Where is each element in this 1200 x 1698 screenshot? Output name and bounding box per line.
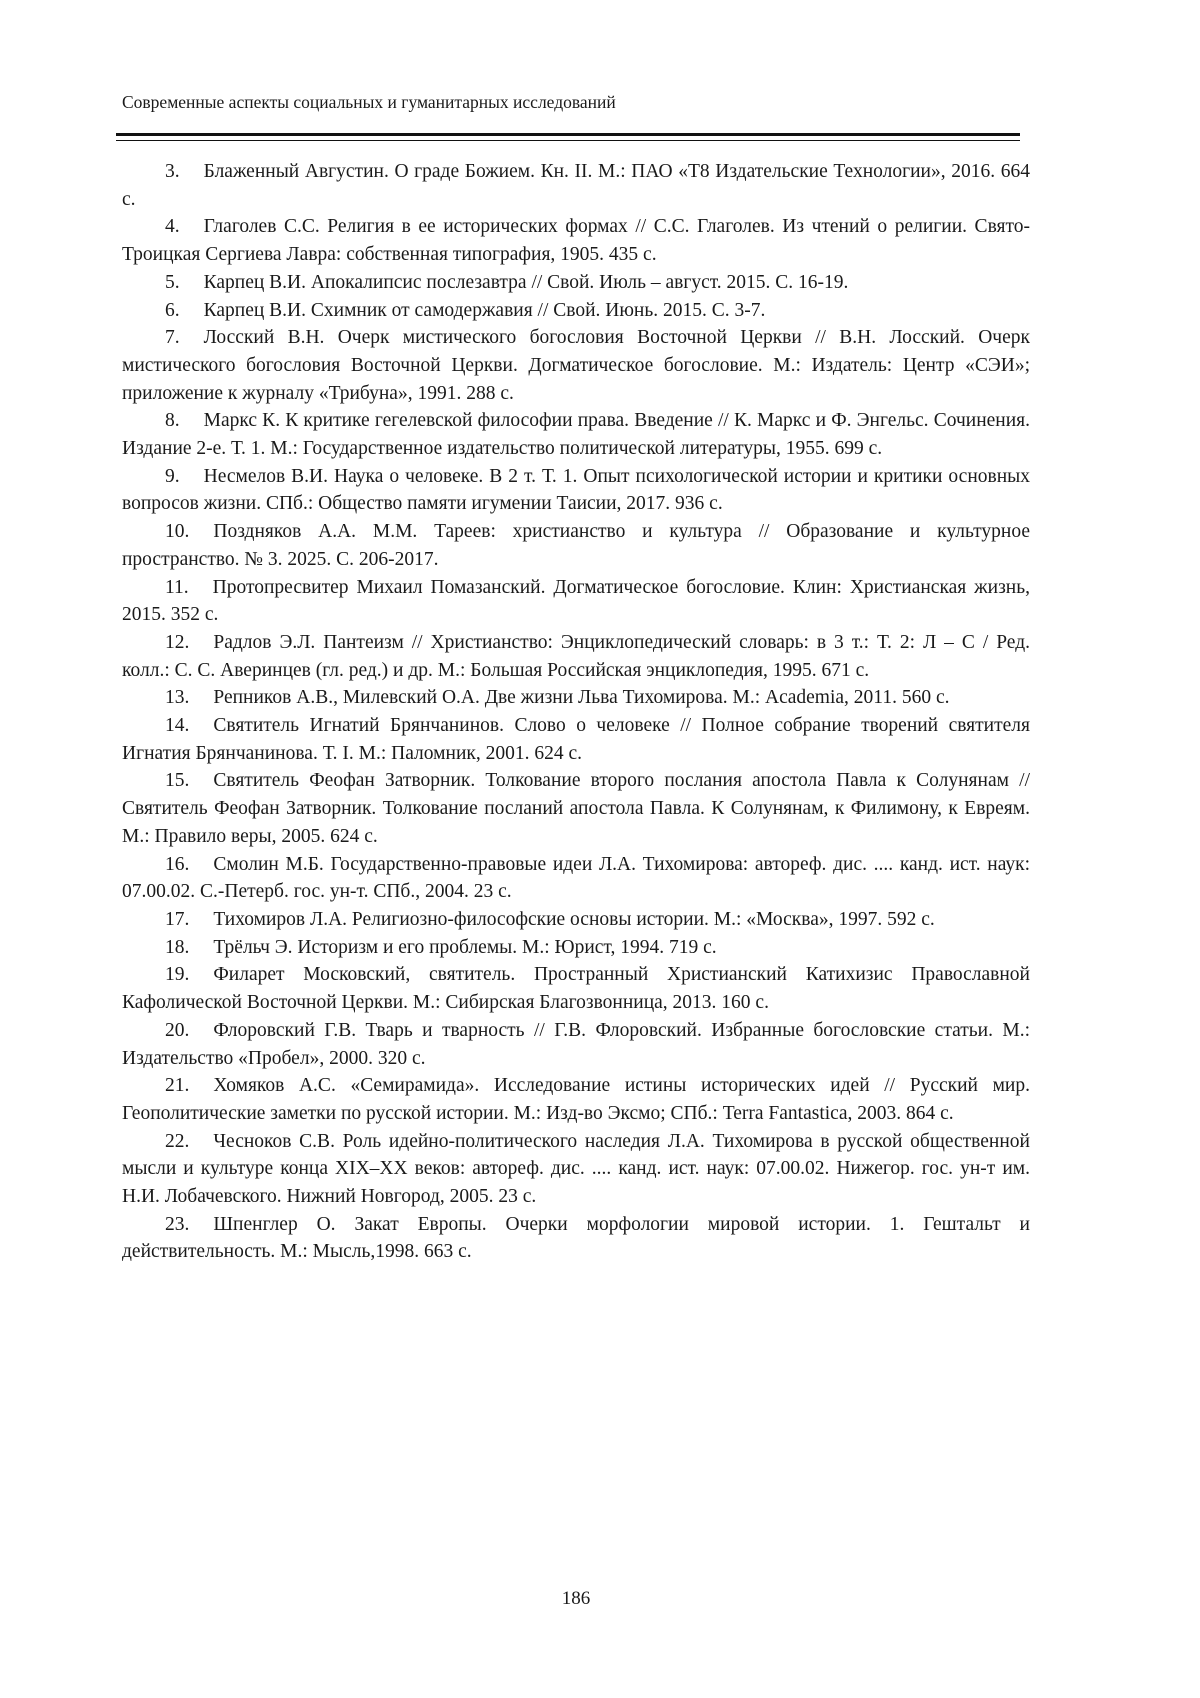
reference-item xyxy=(122,324,1030,407)
reference-number: 19. xyxy=(165,964,190,986)
reference-text: Святитель Игнатий Брянчанинов. Слово о человеке // Полное собрание творений святителя Игнатия Брянчанинова. Т. I. М.: Паломник, 2001. 624 с. xyxy=(122,715,1030,764)
reference-list xyxy=(122,158,1030,1266)
reference-text: Лосский В.Н. Очерк мистического богословия Восточной Церкви // В.Н. Лосский. Очерк мистического богословия Восточной Церкви. Догматическое богословие. М.: Издатель: Центр «СЭИ»; приложение к журналу «Трибуна», 1991. 288 с. xyxy=(122,327,1030,404)
reference-text: Репников А.В., Милевский О.А. Две жизни Льва Тихомирова. М.: Academia, 2011. 560 с. xyxy=(213,687,950,709)
reference-number: 15. xyxy=(165,770,190,792)
reference-item xyxy=(122,1017,1030,1072)
reference-item xyxy=(122,574,1030,629)
reference-text: Флоровский Г.В. Тварь и тварность // Г.В. Флоровский. Избранные богословские статьи. М.: Издательство «Пробел», 2000. 320 с. xyxy=(122,1019,1030,1069)
reference-text: Протопресвитер Михаил Помазанский. Догматическое богословие. Клин: Христианская жизнь, 2015. 352 с. xyxy=(122,576,1030,626)
reference-text: Глаголев С.С. Религия в ее исторических формах // С.С. Глаголев. Из чтений о религии. Свято-Троицкая Сергиева Лавра: собственная типография, 1905. 435 с. xyxy=(122,216,1030,266)
reference-item xyxy=(122,1128,1030,1211)
reference-number: 12. xyxy=(165,631,190,653)
reference-text: Маркс К. К критике гегелевской философии права. Введение // К. Маркс и Ф. Энгельс. Сочинения. Издание 2-е. Т. 1. М.: Государственное издательство политической литературы, 1955. 699 с. xyxy=(122,410,1030,460)
reference-text: Карпец В.И. Апокалипсис послезавтра // Свой. Июль – август. 2015. С. 16-19. xyxy=(203,271,849,293)
reference-item xyxy=(122,269,1030,297)
header-double-rule xyxy=(116,133,1020,141)
reference-number: 6. xyxy=(165,299,180,321)
reference-item xyxy=(122,629,1030,684)
reference-item xyxy=(122,712,1030,767)
reference-text: Филарет Московский, святитель. Пространный Христианский Катихизис Православной Кафолической Восточной Церкви. М.: Сибирская Благозвонница, 2013. 160 с. xyxy=(122,964,1030,1014)
reference-text: Смолин М.Б. Государственно-правовые идеи Л.А. Тихомирова: автореф. дис. .... канд. ист. наук: 07.00.02. С.-Петерб. гос. ун-т. СПб., 2004. 23 с. xyxy=(122,853,1030,903)
reference-text: Хомяков А.С. «Семирамида». Исследование истины исторических идей // Русский мир. Геополитические заметки по русской истории. М.: Изд-во Эксмо; СПб.: Terra Fantastica, 2003. 864 с. xyxy=(122,1075,1030,1124)
reference-number: 18. xyxy=(165,936,190,958)
reference-number: 21. xyxy=(165,1075,190,1097)
reference-text: Радлов Э.Л. Пантеизм // Христианство: Энциклопедический словарь: в 3 т.: Т. 2: Л – С / Ред. колл.: С. С. Аверинцев (гл. ред.) и др. М.: Большая Российская энциклопедия, 1995. 671 с. xyxy=(122,631,1030,681)
reference-item xyxy=(122,906,1030,934)
reference-number: 3. xyxy=(165,161,180,182)
reference-text: Чесноков С.В. Роль идейно-политического наследия Л.А. Тихомирова в русской общественной мысли и культуре конца XIX–XX веков: автореф. дис. .... канд. ист. наук: 07.00.02. Нижегор. гос. ун-т им. Н.И. Лобачевского. Нижний Новгород, 2005. 23 с. xyxy=(122,1130,1030,1208)
reference-number: 9. xyxy=(165,465,180,487)
reference-item xyxy=(122,1211,1030,1266)
reference-number: 20. xyxy=(165,1019,190,1041)
page-number: 186 xyxy=(561,1588,591,1609)
reference-item xyxy=(122,158,1030,213)
reference-text: Несмелов В.И. Наука о человеке. В 2 т. Т. 1. Опыт психологической истории и критики основных вопросов жизни. СПб.: Общество памяти игумении Таисии, 2017. 936 с. xyxy=(122,465,1030,515)
reference-number: 16. xyxy=(165,853,190,875)
reference-item xyxy=(122,767,1030,850)
reference-number: 23. xyxy=(165,1213,190,1235)
reference-text: Святитель Феофан Затворник. Толкование второго послания апостола Павла к Солунянам // Святитель Феофан Затворник. Толкование посланий апостола Павла. К Солунянам, к Филимону, к Евреям. М.: Правило веры, 2005. 624 с. xyxy=(122,770,1030,847)
reference-text: Шпенглер О. Закат Европы. Очерки морфологии мировой истории. 1. Гештальт и действительность. М.: Мысль,1998. 663 с. xyxy=(122,1213,1030,1263)
reference-item xyxy=(122,851,1030,906)
reference-number: 5. xyxy=(165,271,180,293)
reference-number: 7. xyxy=(165,327,180,349)
reference-number: 4. xyxy=(165,216,180,238)
reference-number: 10. xyxy=(165,521,190,543)
reference-text: Поздняков А.А. М.М. Тареев: христианство и культура // Образование и культурное пространство. № 3. 2025. С. 206-2017. xyxy=(122,521,1030,570)
reference-item xyxy=(122,407,1030,462)
reference-number: 17. xyxy=(165,908,190,930)
reference-item xyxy=(122,684,1030,712)
reference-text: Блаженный Августин. О граде Божием. Кн. II. М.: ПАО «Т8 Издательские Технологии», 2016. 664 с. xyxy=(122,161,1030,210)
reference-item xyxy=(122,1072,1030,1127)
running-header: Современные аспекты социальных и гуманитарных исследований xyxy=(122,92,616,112)
reference-number: 11. xyxy=(165,576,189,598)
reference-text: Трёльч Э. Историзм и его проблемы. М.: Юрист, 1994. 719 с. xyxy=(213,936,717,958)
reference-item xyxy=(122,934,1030,962)
reference-item xyxy=(122,213,1030,268)
reference-item xyxy=(122,518,1030,573)
reference-number: 13. xyxy=(165,687,190,709)
reference-item xyxy=(122,297,1030,325)
reference-item xyxy=(122,463,1030,518)
reference-text: Карпец В.И. Схимник от самодержавия // Свой. Июнь. 2015. С. 3-7. xyxy=(203,299,766,321)
reference-number: 14. xyxy=(165,715,190,737)
reference-number: 22. xyxy=(165,1130,190,1152)
reference-number: 8. xyxy=(165,410,180,432)
reference-item xyxy=(122,961,1030,1016)
reference-text: Тихомиров Л.А. Религиозно-философские основы истории. М.: «Москва», 1997. 592 с. xyxy=(213,908,935,930)
